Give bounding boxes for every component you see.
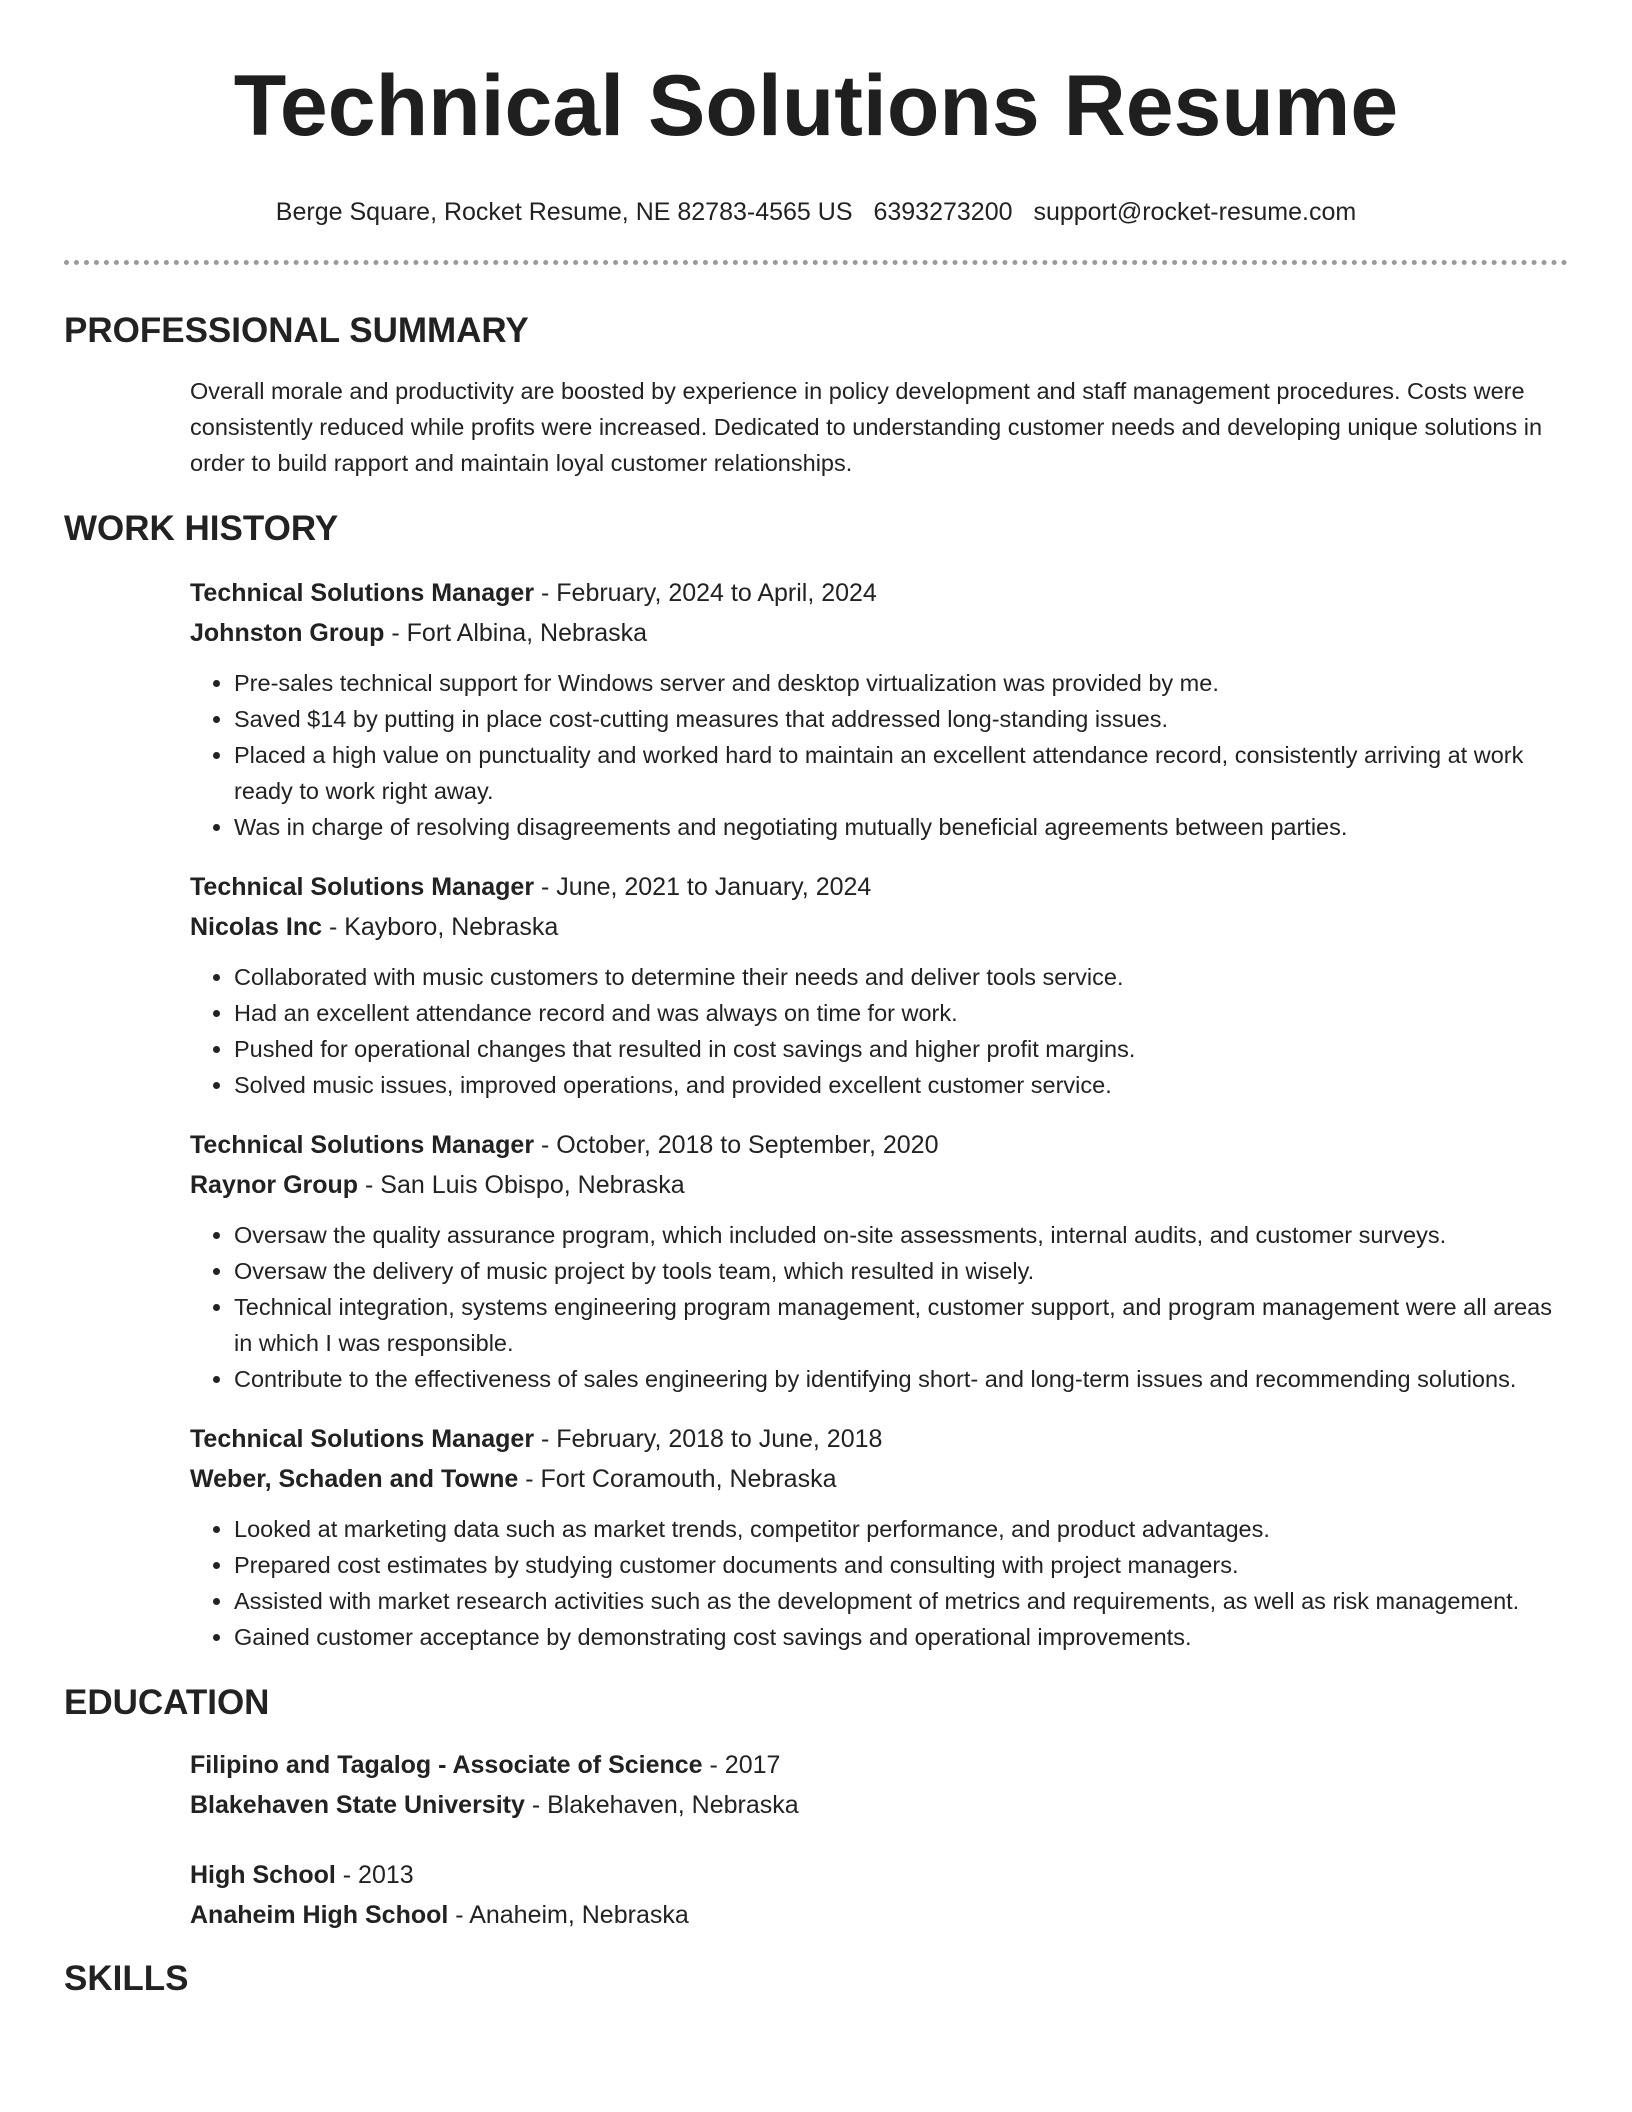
job-bullet: • Assisted with market research activities such as the development of metrics and requirements, as well as risk management. bbox=[234, 1583, 1568, 1619]
job-company-line bbox=[190, 613, 1568, 653]
education-location: - Blakehaven, Nebraska bbox=[524, 1791, 799, 1819]
summary-heading: PROFESSIONAL SUMMARY bbox=[64, 311, 529, 350]
education-school-line bbox=[190, 1895, 1568, 1935]
education-school: Blakehaven State University bbox=[190, 1791, 525, 1819]
summary-block bbox=[190, 373, 1568, 481]
job-bullets bbox=[190, 959, 1568, 1103]
job-bullet: • Looked at marketing data such as market trends, competitor performance, and product advantages. bbox=[234, 1511, 1568, 1547]
job-company: Nicolas Inc bbox=[190, 913, 322, 941]
job-bullet: • Had an excellent attendance record and was always on time for work. bbox=[234, 995, 1568, 1031]
job-bullet: • Saved $14 by putting in place cost-cutting measures that addressed long-standing issues. bbox=[234, 701, 1568, 737]
job-bullet: • Placed a high value on punctuality and worked hard to maintain an excellent attendance record, consistently arriving at work ready to work right away. bbox=[234, 737, 1568, 809]
job-entry bbox=[190, 1419, 1568, 1655]
job-title: Technical Solutions Manager bbox=[190, 1131, 535, 1159]
education-degree: Filipino and Tagalog - Associate of Science bbox=[190, 1751, 703, 1779]
education-school-line bbox=[190, 1785, 1568, 1825]
job-bullet: • Prepared cost estimates by studying customer documents and consulting with project managers. bbox=[234, 1547, 1568, 1583]
job-company: Weber, Schaden and Towne bbox=[190, 1465, 519, 1493]
job-dates: - October, 2018 to September, 2020 bbox=[534, 1131, 939, 1159]
header-divider bbox=[64, 260, 1568, 265]
job-company-line bbox=[190, 907, 1568, 947]
job-bullets bbox=[190, 665, 1568, 845]
resume-page bbox=[64, 0, 1568, 2001]
job-company: Raynor Group bbox=[190, 1171, 359, 1199]
summary-text: Overall morale and productivity are boosted by experience in policy development and staff management procedures. Costs were consistently reduced while profits were increased. Dedicated to understanding customer needs and developing unique solutions in order to build rapport and maintain loyal customer relationships. bbox=[190, 378, 1543, 476]
skills-heading: SKILLS bbox=[64, 1959, 189, 1998]
education-school: Anaheim High School bbox=[190, 1901, 449, 1929]
job-dates: - February, 2024 to April, 2024 bbox=[534, 579, 877, 607]
job-dates: - June, 2021 to January, 2024 bbox=[534, 873, 872, 901]
job-company: Johnston Group bbox=[190, 619, 385, 647]
job-bullet: • Was in charge of resolving disagreements and negotiating mutually beneficial agreements between parties. bbox=[234, 809, 1568, 845]
resume-title: Technical Solutions Resume bbox=[233, 58, 1399, 154]
job-title: Technical Solutions Manager bbox=[190, 1425, 535, 1453]
job-entry bbox=[190, 1125, 1568, 1397]
job-title-line bbox=[190, 1125, 1568, 1165]
education-year: - 2017 bbox=[702, 1751, 781, 1779]
job-entry bbox=[190, 867, 1568, 1103]
job-bullets bbox=[190, 1217, 1568, 1397]
contact-line bbox=[64, 196, 1568, 228]
job-location: - Fort Albina, Nebraska bbox=[384, 619, 648, 647]
job-bullet: • Gained customer acceptance by demonstrating cost savings and operational improvements. bbox=[234, 1619, 1568, 1655]
job-bullet: • Technical integration, systems engineering program management, customer support, and program management were all areas in which I was responsible. bbox=[234, 1289, 1568, 1361]
job-bullet: • Pushed for operational changes that resulted in cost savings and higher profit margins. bbox=[234, 1031, 1568, 1067]
contact-address: Berge Square, Rocket Resume, NE 82783-4565 US bbox=[275, 198, 853, 226]
job-location: - San Luis Obispo, Nebraska bbox=[358, 1171, 685, 1199]
job-location: - Fort Coramouth, Nebraska bbox=[518, 1465, 837, 1493]
job-entry bbox=[190, 573, 1568, 845]
work-history-heading: WORK HISTORY bbox=[64, 509, 339, 548]
job-title-line bbox=[190, 1419, 1568, 1459]
contact-email: support@rocket-resume.com bbox=[1033, 198, 1357, 226]
job-title: Technical Solutions Manager bbox=[190, 579, 535, 607]
education-entry bbox=[190, 1745, 1568, 1825]
job-title-line bbox=[190, 573, 1568, 613]
education-degree-line bbox=[190, 1855, 1568, 1895]
education-year: - 2013 bbox=[335, 1861, 414, 1889]
education-degree: High School bbox=[190, 1861, 336, 1889]
job-bullet: • Oversaw the delivery of music project by tools team, which resulted in wisely. bbox=[234, 1253, 1568, 1289]
job-company-line bbox=[190, 1165, 1568, 1205]
education-degree-line bbox=[190, 1745, 1568, 1785]
job-bullets bbox=[190, 1511, 1568, 1655]
job-location: - Kayboro, Nebraska bbox=[322, 913, 559, 941]
job-bullet: • Oversaw the quality assurance program, which included on-site assessments, internal audits, and customer surveys. bbox=[234, 1217, 1568, 1253]
job-bullet: • Collaborated with music customers to determine their needs and deliver tools service. bbox=[234, 959, 1568, 995]
job-dates: - February, 2018 to June, 2018 bbox=[534, 1425, 883, 1453]
contact-phone: 6393273200 bbox=[873, 198, 1013, 226]
job-title-line bbox=[190, 867, 1568, 907]
job-bullet: • Solved music issues, improved operations, and provided excellent customer service. bbox=[234, 1067, 1568, 1103]
job-company-line bbox=[190, 1459, 1568, 1499]
job-title: Technical Solutions Manager bbox=[190, 873, 535, 901]
education-entry bbox=[190, 1855, 1568, 1935]
education-heading: EDUCATION bbox=[64, 1683, 270, 1722]
job-bullet: • Contribute to the effectiveness of sales engineering by identifying short- and long-term issues and recommending solutions. bbox=[234, 1361, 1568, 1397]
education-location: - Anaheim, Nebraska bbox=[448, 1901, 689, 1929]
job-bullet: • Pre-sales technical support for Windows server and desktop virtualization was provided by me. bbox=[234, 665, 1568, 701]
